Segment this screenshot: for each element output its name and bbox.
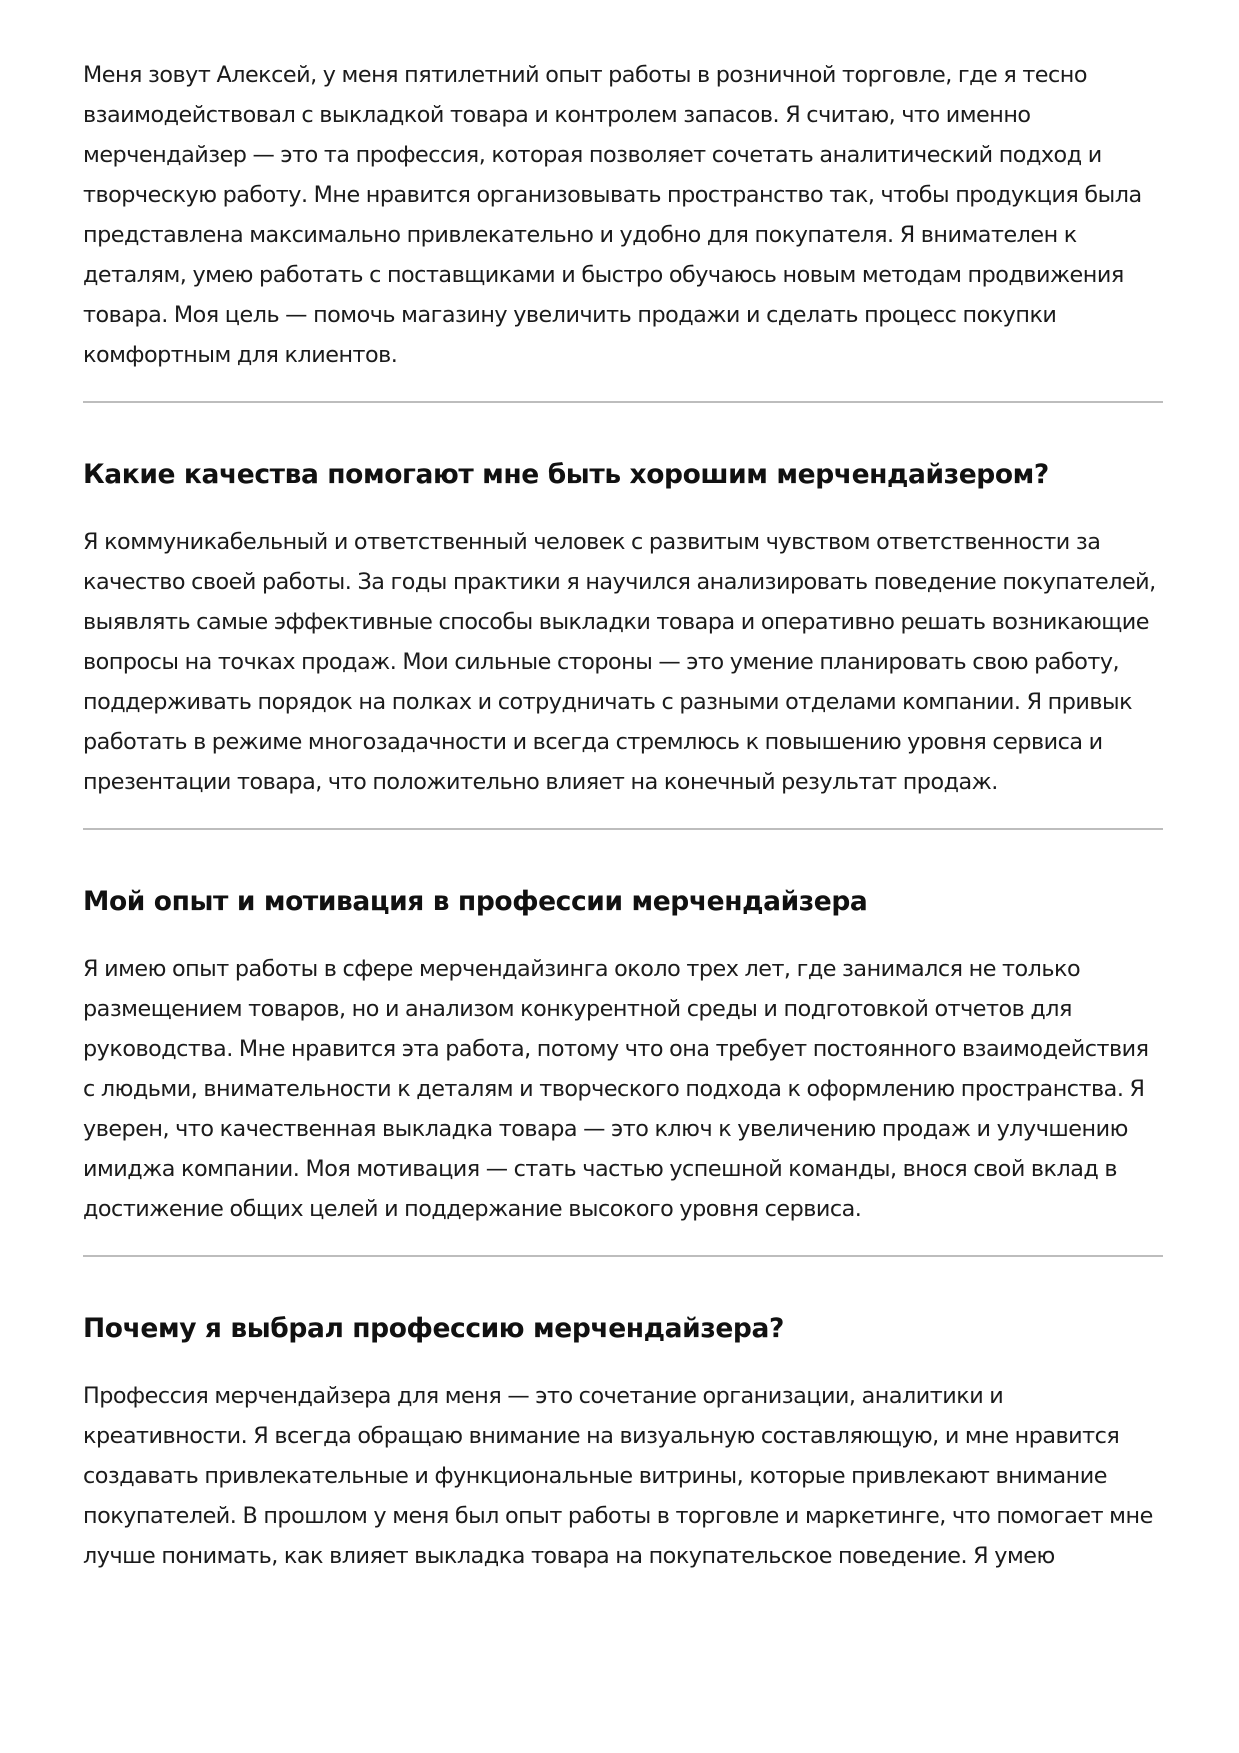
section-paragraph-experience: Я имею опыт работы в сфере мерчендайзинга около трех лет, где занимался не только размещением товаров, но и анализом конкурентной среды и подготовкой отчетов для руководства. Мне нравится эта работа, потому что она требует постоянного взаимодействия с людьми, внимательности к деталям и творческого подхода к оформлению пространства. Я уверен, что качественная выкладка товара — это ключ к увеличению продаж и улучшению имиджа компании. Моя мотивация — стать частью успешной команды, внося свой вклад в достижение общих целей и поддержание высокого уровня сервиса. (83, 956, 1149, 1222)
section-heading-why-profession: Почему я выбрал профессию мерчендайзера? (83, 1313, 784, 1344)
section-paragraph-qualities: Я коммуникабельный и ответственный человек с развитым чувством ответственности за качество своей работы. За годы практики я научился анализировать поведение покупателей, выявлять самые эффективные способы выкладки товара и оперативно решать возникающие вопросы на точках продаж. Мои сильные стороны — это умение планировать свою работу, поддерживать порядок на полках и сотрудничать с разными отделами компании. Я привык работать в режиме многозадачности и всегда стремлюсь к повышению уровня сервиса и презентации товара, что положительно влияет на конечный результат продаж. (83, 529, 1156, 795)
section-divider (83, 828, 1163, 830)
section-divider (83, 1255, 1163, 1257)
intro-paragraph: Меня зовут Алексей, у меня пятилетний опыт работы в розничной торговле, где я тесно взаимодействовал с выкладкой товара и контролем запасов. Я считаю, что именно мерчендайзер — это та профессия, которая позволяет сочетать аналитический подход и творческую работу. Мне нравится организовывать пространство так, чтобы продукция была представлена максимально привлекательно и удобно для покупателя. Я внимателен к деталям, умею работать с поставщиками и быстро обучаюсь новым методам продвижения товара. Моя цель — помочь магазину увеличить продажи и сделать процесс покупки комфортным для клиентов. (83, 62, 1142, 368)
document-page (83, 55, 1163, 1576)
section-paragraph-why-profession: Профессия мерчендайзера для меня — это сочетание организации, аналитики и креативности. Я всегда обращаю внимание на визуальную составляющую, и мне нравится создавать привлекательные и функциональные витрины, которые привлекают внимание покупателей. В прошлом у меня был опыт работы в торговле и маркетинге, что помогает мне лучше понимать, как влияет выкладка товара на покупательское поведение. Я умею (83, 1383, 1153, 1569)
section-heading-qualities: Какие качества помогают мне быть хорошим мерчендайзером? (83, 459, 1049, 490)
section-divider (83, 401, 1163, 403)
section-heading-experience: Мой опыт и мотивация в профессии мерчендайзера (83, 886, 868, 917)
